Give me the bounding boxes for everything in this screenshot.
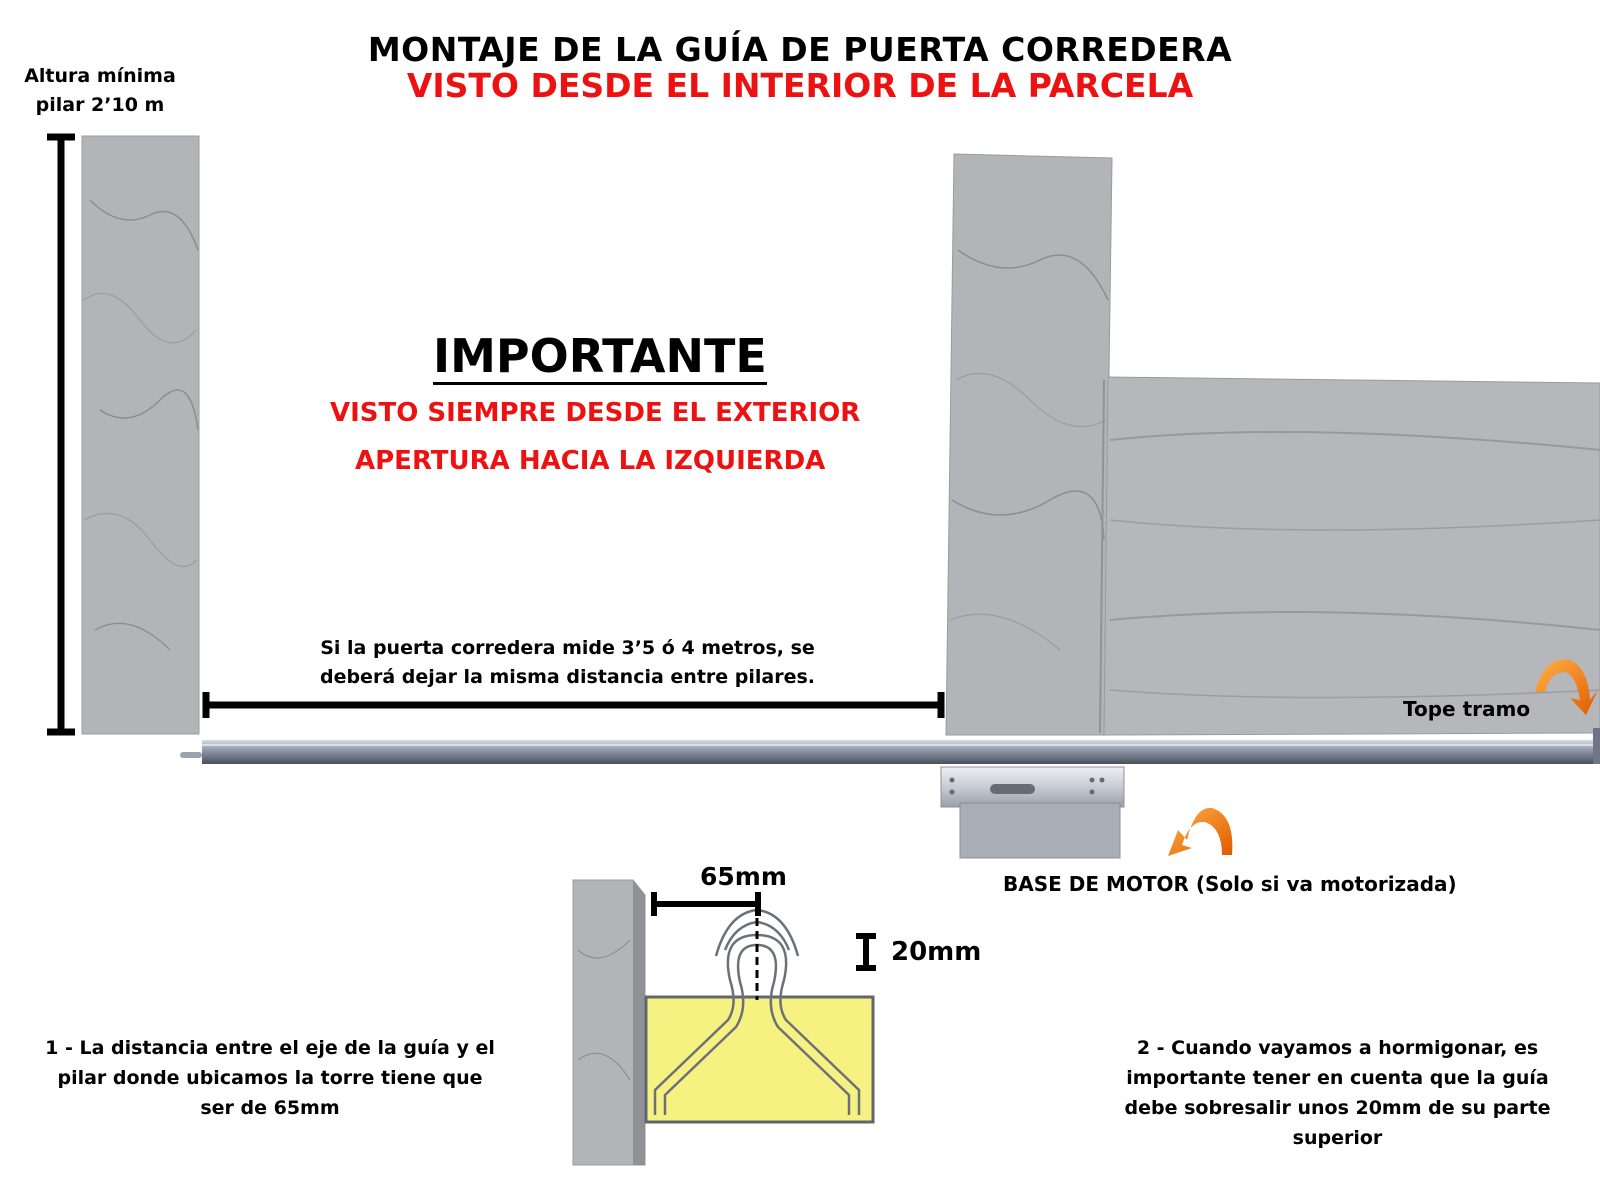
note-1 <box>30 1033 510 1123</box>
title-subtitle: VISTO DESDE EL INTERIOR DE LA PARCELA <box>406 66 1194 105</box>
dim-65-label: 65mm <box>700 862 787 891</box>
distance-note-line2: deberá dejar la misma distancia entre pilares. <box>319 666 816 688</box>
pillar-height-line2: pilar 2’10 m <box>35 94 165 116</box>
distance-dimension <box>204 692 943 718</box>
dimension-65mm <box>652 892 760 916</box>
height-dimension <box>47 136 75 733</box>
distance-note <box>295 634 840 692</box>
important-line2: APERTURA HACIA LA IZQUIERDA <box>355 446 826 476</box>
pillar-height-line1: Altura mínima <box>24 65 176 87</box>
important-heading: IMPORTANTE <box>433 329 767 383</box>
note-1-line3: ser de 65mm <box>200 1097 340 1119</box>
note-2-line3: debe sobresalir unos 20mm de su parte <box>1124 1097 1551 1119</box>
left-pillar <box>82 136 199 734</box>
note-2-line1: 2 - Cuando vayamos a hormigonar, es <box>1136 1037 1539 1059</box>
distance-note-line1: Si la puerta corredera mide 3’5 ó 4 metros, se <box>320 637 815 659</box>
concrete-block <box>646 997 873 1122</box>
note-1-line1: 1 - La distancia entre el eje de la guía y el <box>45 1037 495 1059</box>
motor-base-arrow-icon <box>1168 808 1232 856</box>
motor-base <box>941 767 1124 858</box>
detail-pillar <box>573 880 645 1165</box>
note-2-line2: importante tener en cuenta que la guía <box>1126 1067 1549 1089</box>
dim-20-label: 20mm <box>891 937 982 967</box>
dimension-20mm <box>856 936 876 968</box>
note-2 <box>1100 1033 1575 1153</box>
title-main: MONTAJE DE LA GUÍA DE PUERTA CORREDERA <box>367 30 1233 69</box>
note-1-line2: pilar donde ubicamos la torre tiene que <box>57 1067 483 1089</box>
motor-base-label: BASE DE MOTOR (Solo si va motorizada) <box>1003 872 1457 896</box>
right-pillar <box>946 154 1112 735</box>
sliding-gate <box>1100 377 1600 735</box>
tope-label: Tope tramo <box>1403 697 1531 721</box>
pillar-height-label <box>20 62 180 120</box>
important-line1: VISTO SIEMPRE DESDE EL EXTERIOR <box>330 398 861 428</box>
note-2-line4: superior <box>1292 1127 1383 1149</box>
